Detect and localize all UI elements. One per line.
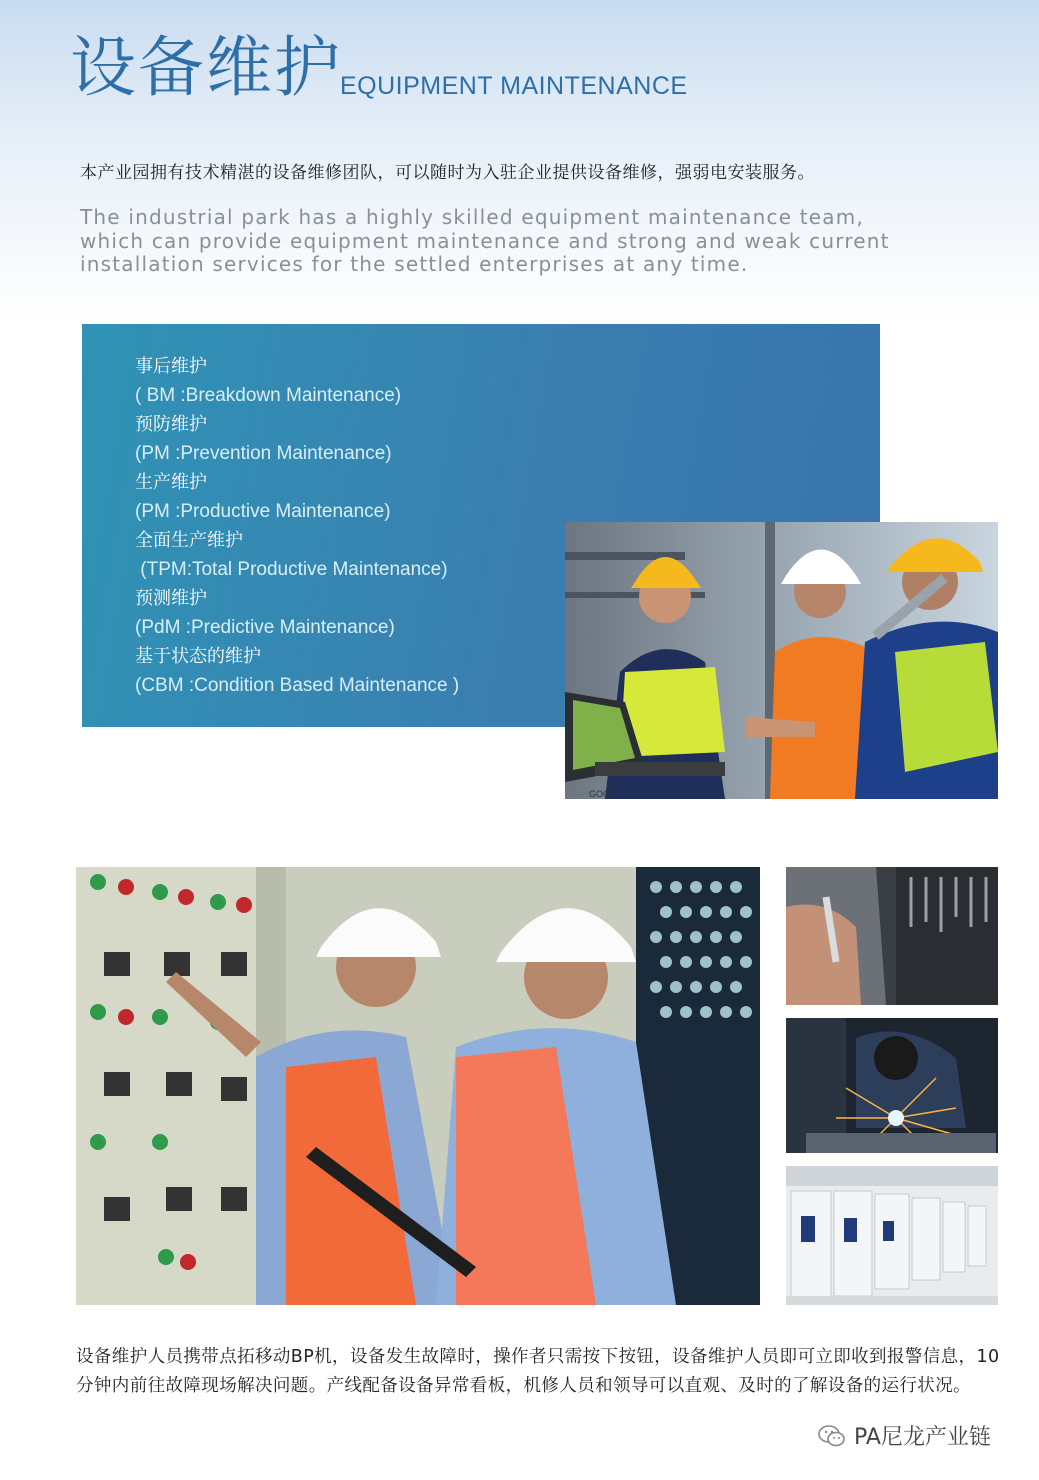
maintenance-type-item xyxy=(135,468,459,526)
page-title-en: EQUIPMENT MAINTENANCE xyxy=(340,72,688,100)
maintenance-type-item xyxy=(135,526,459,584)
watermark xyxy=(818,1420,991,1451)
maintenance-type-en: (PM :Productive Maintenance) xyxy=(135,501,391,522)
body-paragraph: 设备维护人员携带点拓移动BP机，设备发生故障时，操作者只需按下按钮，设备维护人员即可立即收到报警信息，10分钟内前往故障现场解决问题。产线配备设备异常看板，机修人员和领导可以直观、及时的了解设备的运行状况。 xyxy=(76,1347,1000,1396)
engineers-control-panel-photo xyxy=(76,867,760,1305)
maintenance-type-item xyxy=(135,410,459,468)
intro-english: The industrial park has a highly skilled equipment maintenance team, which can provide equipment maintenance and strong and weak current installation services for the settled enterprises at any time. xyxy=(80,205,890,276)
maintenance-type-cn: 基于状态的维护 xyxy=(135,646,261,667)
maintenance-type-en: ( BM :Breakdown Maintenance) xyxy=(135,385,402,406)
maintenance-type-en: (TPM:Total Productive Maintenance) xyxy=(135,559,448,580)
maintenance-types-list xyxy=(135,352,459,700)
maintenance-type-cn: 事后维护 xyxy=(135,356,207,377)
intro-chinese: 本产业园拥有技术精湛的设备维修团队，可以随时为入驻企业提供设备维修，强弱电安装服务。 xyxy=(80,163,815,183)
laptop-label: GOOD xyxy=(589,789,617,799)
maintenance-type-cn: 预测维护 xyxy=(135,588,207,609)
maintenance-type-item xyxy=(135,352,459,410)
maintenance-type-cn: 全面生产维护 xyxy=(135,530,243,551)
electrical-cabinets-photo xyxy=(786,1166,998,1305)
maintenance-type-cn: 预防维护 xyxy=(135,414,207,435)
maintenance-type-item xyxy=(135,584,459,642)
welding-photo xyxy=(786,1018,998,1153)
maintenance-type-en: (CBM :Condition Based Maintenance ) xyxy=(135,675,460,696)
maintenance-type-cn: 生产维护 xyxy=(135,472,207,493)
wechat-icon xyxy=(818,1424,846,1448)
worker-wrench-photo xyxy=(786,867,998,1005)
page-title-cn: 设备维护 xyxy=(70,29,342,106)
maintenance-type-en: (PM :Prevention Maintenance) xyxy=(135,443,392,464)
watermark-text: PA尼龙产业链 xyxy=(854,1425,991,1450)
workers-meeting-photo xyxy=(565,522,998,799)
maintenance-type-en: (PdM :Predictive Maintenance) xyxy=(135,617,395,638)
maintenance-type-item xyxy=(135,642,459,700)
